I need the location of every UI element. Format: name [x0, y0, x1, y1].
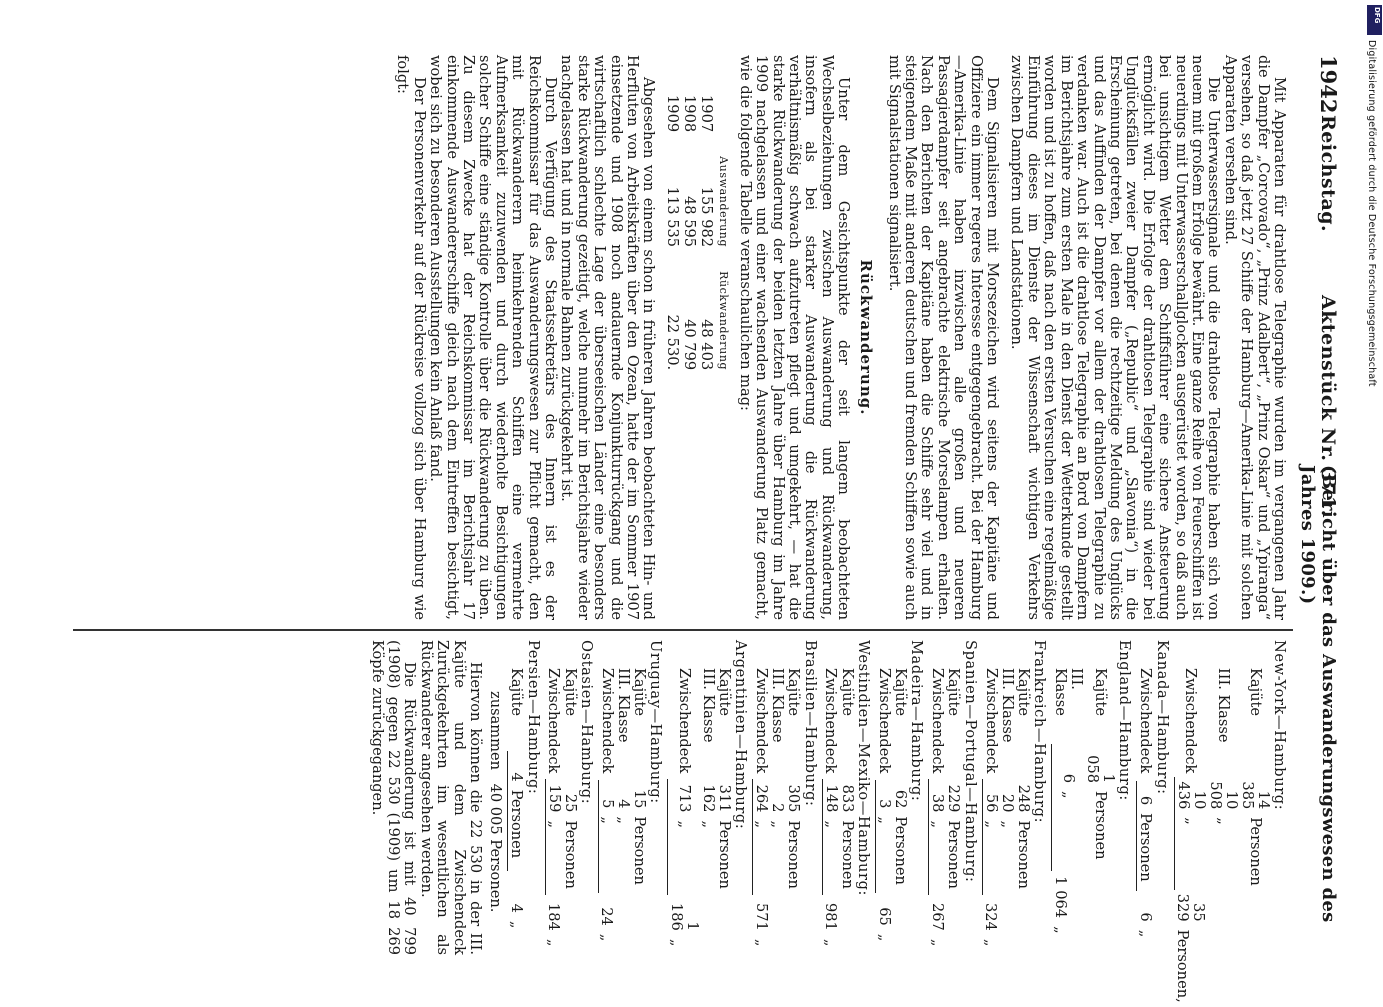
route-class: Kajüte: [838, 668, 856, 717]
table-cell-remigration: 22 530.: [664, 314, 682, 371]
route-total: 324: [982, 902, 1000, 931]
route-class: Zwischendeck: [675, 668, 693, 774]
route-count: 6: [1137, 781, 1154, 809]
section-heading: Rückwanderung.: [857, 259, 876, 416]
table-cell-remigration: 48 403: [698, 319, 716, 371]
route-total-unit: „: [667, 938, 685, 947]
dfg-logo: [1367, 5, 1382, 35]
left-column: [67, 55, 1287, 620]
route-class: Zwischendeck: [598, 668, 616, 774]
route-row: [1207, 664, 1239, 1007]
route-class: III. Klasse: [998, 668, 1016, 743]
route-total-unit: „: [545, 938, 563, 947]
column-divider: [73, 629, 1293, 631]
page-number: 1942: [1316, 55, 1341, 114]
route-table: [875, 664, 908, 955]
route-row: [753, 664, 770, 955]
route-count: 833: [838, 784, 856, 813]
route-row: [876, 664, 893, 955]
digitization-credit-text: Digitalisierung gefördert durch die Deutsche Forschungsgemeinschaft: [1366, 40, 1377, 387]
route-unit: Personen: [1246, 817, 1264, 886]
route-count: 20: [998, 793, 1016, 813]
summary-paragraph: Hiervon können die 22 530 in der III. Kajüte und dem Zwischendeck Zurückgekehrten im wesentlichen als Rückwanderer angesehen werden.: [417, 640, 485, 955]
table-row: [664, 95, 681, 382]
route-count: 162: [699, 784, 717, 813]
route-row: [769, 664, 785, 955]
route-block: [598, 640, 663, 955]
route-row: [1174, 664, 1207, 1007]
route-class: Kajüte: [1246, 668, 1264, 717]
route-count: 311: [715, 784, 733, 813]
table-row: [681, 95, 698, 382]
route-total: 1 064: [1051, 876, 1069, 919]
route-unit: „: [822, 816, 839, 894]
route-unit: „: [1174, 813, 1207, 890]
route-total: 1 186: [667, 902, 701, 931]
table-cell-year: 1907: [698, 95, 716, 133]
route-block: [1174, 640, 1288, 1003]
page-header: [1297, 55, 1345, 955]
route-block: [982, 640, 1047, 955]
route-unit: Personen: [630, 816, 648, 885]
route-total-unit: „: [982, 938, 1000, 947]
route-class: Zwischendeck: [1136, 668, 1154, 774]
paragraph-signals: Die Unterwassersignale und die drahtlose Telegraphie haben sich von neuem mit großem Erfolge bewährt. Eine ganze Reihe von Feuerschiffen ist neuerdings mit Unterwasserschallglocken ausgerüstet worden, so daß auch bei unsichtigem Wetter dem Schiffsführer eine sichere Ansteuerung ermöglicht wird. Die Erfolge der drahtlosen Telegraphie sind wieder bei Unglücksfällen zweier Dampfer („Republic“ und „Slavonia“) in die Erscheinung getreten, bei denen die rechtzeitige Meldung des Unglücks und das Auffinden der Dampfer vor allem der drahtlosen Telegraphie zu verdanken war. Auch ist die drahtlose Telegraphie an Bord von Dampfern im Berichtsjahre zum ersten Male in den Dienst der Wetterkunde gestellt worden und ist zu hoffen, daß nach den ersten Versuchen eine regelmäßige Einführung dieses im Dienste der Wissenschaft wichtigen Verkehrs zwischen Dampfern und Landstationen.: [1008, 55, 1223, 620]
paragraph-decree: Durch Verfügung des Staatssekretärs des Innern ist es der Reichskommissar für das Auswanderungswesen zur Pflicht gemacht, den mit Rückwanderern heimkehrenden Schiffen eine vermehrte Aufmerksamkeit zuzuwenden und durch wiederholte Besichtigungen solcher Schiffe eine ständige Kontrolle über die Rückwanderung zu üben. Zu diesem Zwecke hat der Reichskommissar im Berichtsjahr 17 einkommende Auswandererschiffe gleich nach dem Eintreffen besichtigt, wobei sich zu besonderen Ausstellungen kein Anlaß fand.: [427, 55, 559, 620]
route-title: Persien—Hamburg:: [524, 640, 542, 795]
route-unit: Personen: [561, 820, 579, 889]
route-row: [785, 664, 801, 955]
route-block: [667, 640, 748, 955]
table-header: [715, 95, 730, 144]
route-total-unit: „: [928, 938, 946, 947]
route-count: 713: [668, 779, 700, 817]
route-unit: „: [929, 816, 946, 894]
route-row: [892, 664, 908, 955]
route-total: 24: [598, 907, 616, 926]
route-table: [598, 664, 647, 955]
route-table: [545, 664, 578, 955]
route-class: Zwischendeck: [982, 668, 1000, 774]
route-class: Kajüte: [561, 668, 579, 717]
route-count: 14 385: [1238, 781, 1272, 810]
route-title: Ostasien—Hamburg:: [577, 640, 595, 805]
route-row: [1084, 664, 1116, 955]
route-count: 148: [822, 779, 839, 817]
route-title: Westindien—Mexiko—Hamburg:: [855, 640, 873, 897]
route-total-unit: „: [875, 933, 893, 942]
right-column: [67, 640, 1288, 1003]
route-row: [615, 664, 631, 955]
route-title: Argentinien—Hamburg:: [732, 640, 750, 830]
route-row: [929, 664, 946, 955]
route-count: 159: [545, 779, 562, 817]
route-block: [1051, 640, 1132, 955]
route-block: [752, 640, 817, 955]
route-row: [822, 664, 839, 955]
route-count: 229: [945, 784, 963, 813]
route-row: [562, 664, 578, 955]
route-title: Brasilien—Hamburg:: [801, 640, 819, 807]
route-total: 571: [752, 902, 770, 931]
route-count: 4: [508, 751, 525, 786]
header-left-title: Reichstag.: [1317, 115, 1339, 233]
table-header-row: [715, 95, 730, 382]
table-cell-emigration: 113 535: [664, 186, 682, 248]
paragraph-telegraphy: Mit Apparaten für drahtlose Telegraphie wurden im vergangenen Jahr die Dampfer „Corcovado“, „Prinz Adalbert“, „Prinz Oskar“ und „Ypiranga“ versehen, so daß jetzt 27 Schiffe der Hamburg—Amerika-Linie mit solchen Apparaten versehen sind.: [1221, 55, 1288, 620]
route-total-unit: „: [752, 938, 770, 947]
route-table: [507, 664, 524, 955]
route-unit: Personen: [1137, 809, 1154, 891]
route-row: [1015, 664, 1031, 955]
paragraph-passenger-traffic: Der Personenverkehr auf der Rückreise vollzog sich über Hamburg wie folgt:: [394, 55, 428, 620]
route-unit: Personen: [838, 820, 856, 889]
route-class: Zwischendeck: [875, 668, 893, 774]
route-unit: Personen: [715, 820, 733, 889]
route-unit: Personen: [892, 816, 910, 885]
paragraph-remigration: Unter dem Gesichtspunkte der seit langem beobachteten Wechselbeziehungen zwischen Auswanderung und Rückwanderung, insofern als bei starker Auswanderung die Rückwanderung verhältnismäßig schwach aufzutreten pflegt und umgekehrt, — hat die starke Rückwanderung der beiden letzten Jahre über Hamburg im Jahre 1909 nachgelassen und einer wachsenden Auswanderung Platz gemacht, wie die folgende Tabelle veranschaulichen mag:: [736, 55, 853, 620]
route-unit: „: [1052, 787, 1084, 871]
table-cell-emigration: 48 595: [681, 196, 699, 248]
route-count: 10 436: [1174, 777, 1207, 813]
route-class: Kajüte: [507, 668, 525, 717]
route-class: Kajüte: [630, 668, 648, 717]
document-subtitle: (Bericht über das Auswanderungswesen des Jahres 1909.): [1297, 465, 1339, 923]
route-row: [839, 664, 855, 955]
summary-total-value: 40 005: [487, 783, 505, 835]
route-unit: „: [699, 820, 717, 829]
paragraph-morse: Dem Signalisieren mit Morsezeichen wird seitens der Kapitäne und Offiziere ein immer regeres Interesse entgegengebracht. Bei der Hamburg—Amerika-Linie haben inzwischen alle großen und neueren Passagierdampfer seit angebrachte elektrische Morselampen erhalten. Nach den Berichten der Kapitäne haben die Schiffe sehr viel und in steigendem Maße mit anderen deutschen und fremden Schiffen sowie auch mit Signalstationen signalisiert.: [885, 55, 1002, 620]
route-class: Zwischendeck: [822, 668, 840, 774]
route-unit: „: [982, 816, 999, 894]
route-class: Kajüte: [892, 668, 910, 717]
route-row: [598, 664, 615, 955]
route-count: 1 058: [1083, 755, 1117, 784]
route-count: 38: [929, 779, 946, 817]
route-total: 35 329: [1174, 893, 1208, 922]
route-class: III. Klasse: [1214, 668, 1232, 743]
route-unit: „: [998, 820, 1016, 829]
route-class: Zwischendeck: [929, 668, 947, 774]
rotated-page-content: [45, 55, 1345, 1003]
table-cell-year: 1909: [664, 95, 682, 133]
route-row: [1239, 664, 1271, 1007]
route-class: Kajüte: [945, 668, 963, 717]
route-row: [982, 664, 999, 955]
route-total: 4: [507, 903, 525, 913]
route-title: Kanada—Hamburg:: [1153, 640, 1171, 795]
table-header: Rückwanderung: [717, 271, 731, 371]
route-count: 5: [598, 780, 615, 812]
route-table: [1136, 664, 1153, 955]
summary-unit: Personen.: [487, 839, 505, 913]
route-class: Zwischendeck: [753, 668, 770, 774]
route-title: Madeira—Hamburg:: [908, 640, 926, 802]
route-table: [1174, 664, 1271, 1007]
route-list: [507, 640, 1288, 1003]
route-class: III. Klasse: [614, 668, 632, 743]
route-block: [507, 640, 540, 955]
route-title: Uruguay—Hamburg:: [647, 640, 665, 804]
route-total-unit: Personen,: [1174, 929, 1192, 1003]
route-count: 264: [753, 779, 770, 817]
route-table: [822, 664, 855, 955]
route-table: [752, 664, 801, 955]
paragraph-causes: Abgesehen von einem schon in früheren Jahren beobachteten Hin- und Herfluten von Arbeitskräften über den Ozean, hatte der im Sommer 1907 einsetzende und 1908 noch andauernde Konjunkturrückgang und die wirtschaftlich schlechte Lage der überseeischen Länder eine besonders starke Rückwanderung gezeitigt, welche nunmehr im Berichtsjahre wieder nachgelassen hat und in normale Bahnen zurückgekehrt ist.: [558, 55, 658, 620]
route-class: Kajüte: [785, 668, 803, 717]
route-total-unit: „: [1136, 929, 1154, 938]
route-count: 305: [785, 784, 803, 813]
route-unit: Personen: [1091, 791, 1109, 860]
route-class: Zwischendeck: [545, 668, 563, 774]
route-unit: Personen: [508, 786, 525, 872]
route-row: [631, 664, 647, 955]
route-count: 25: [561, 793, 579, 813]
route-total: 65: [875, 907, 893, 926]
route-table: [982, 664, 1031, 955]
route-table: [667, 664, 732, 955]
route-count: 4: [614, 799, 632, 809]
route-total: 6: [1136, 912, 1154, 922]
route-block: [928, 640, 977, 955]
route-count: 3: [876, 780, 893, 812]
route-total-unit: „: [822, 938, 840, 947]
route-count: 56: [982, 779, 999, 817]
route-row: [508, 664, 525, 955]
route-unit: „: [753, 816, 770, 894]
summary-label: zusammen: [487, 691, 505, 770]
route-row: [545, 664, 562, 955]
route-class: Kajüte: [1091, 668, 1109, 717]
document-title: Aktenstück Nr. 371.: [1317, 295, 1339, 517]
table-row: [698, 95, 715, 382]
route-unit: „: [769, 820, 787, 829]
route-class: III. Klasse: [769, 668, 787, 743]
route-unit: „: [1214, 817, 1232, 825]
table-header: Auswanderung: [717, 156, 731, 248]
route-class: Kajüte: [1014, 668, 1032, 717]
route-class: Zwischendeck: [1182, 668, 1200, 774]
dfg-logo-text: DFG: [1373, 7, 1381, 24]
route-row: [668, 664, 700, 955]
table-cell-remigration: 40 799: [681, 319, 699, 371]
route-total-unit: „: [598, 933, 616, 942]
route-row: [716, 664, 732, 955]
route-total-unit: „: [1051, 926, 1069, 934]
digitization-credit: [1366, 40, 1383, 1000]
route-title: New-York—Hamburg:: [1271, 640, 1288, 811]
route-unit: Personen: [785, 820, 803, 889]
route-count: 248: [1014, 784, 1032, 813]
route-class: III. Klasse: [1051, 668, 1085, 716]
route-unit: Personen: [1014, 820, 1032, 889]
route-count: 15: [630, 789, 648, 809]
route-count: 10 508: [1206, 781, 1240, 810]
summary-paragraph: Die Rückwanderung ist mit 40 799 (1908) gegen 22 530 (1909) um 18 269 Köpfe zurückgegangen.: [368, 640, 419, 955]
route-row: [999, 664, 1015, 955]
route-count: 6: [1052, 744, 1084, 787]
route-block: [822, 640, 871, 955]
route-title: Spanien—Portugal—Hamburg:: [961, 640, 979, 883]
route-total: 267: [928, 902, 946, 931]
route-class: III. Klasse: [699, 668, 717, 743]
route-class: Kajüte: [715, 668, 733, 717]
route-unit: „: [668, 816, 700, 894]
route-row: [1052, 664, 1084, 955]
route-unit: „: [545, 816, 562, 894]
route-block: [875, 640, 924, 955]
table-cell-emigration: 155 982: [698, 186, 716, 248]
route-total: 981: [822, 902, 840, 931]
route-table: [1051, 664, 1116, 955]
route-unit: „: [598, 812, 615, 892]
route-unit: „: [614, 816, 632, 824]
route-row: [700, 664, 716, 955]
route-title: Frankreich—Hamburg:: [1031, 640, 1049, 824]
route-total: 184: [545, 902, 563, 931]
route-total-unit: „: [507, 920, 525, 929]
route-block: [545, 640, 594, 955]
route-row: [945, 664, 961, 955]
summary-total: [487, 640, 503, 955]
route-row: [1137, 664, 1154, 955]
route-table: [928, 664, 961, 955]
route-title: England—Hamburg:: [1116, 640, 1134, 801]
route-count: 2: [769, 803, 787, 813]
route-unit: „: [876, 812, 893, 892]
route-block: [1136, 640, 1169, 955]
migration-table: [664, 95, 730, 382]
table-cell-year: 1908: [681, 95, 699, 133]
route-unit: Personen: [945, 820, 963, 889]
route-count: 62: [892, 789, 910, 809]
